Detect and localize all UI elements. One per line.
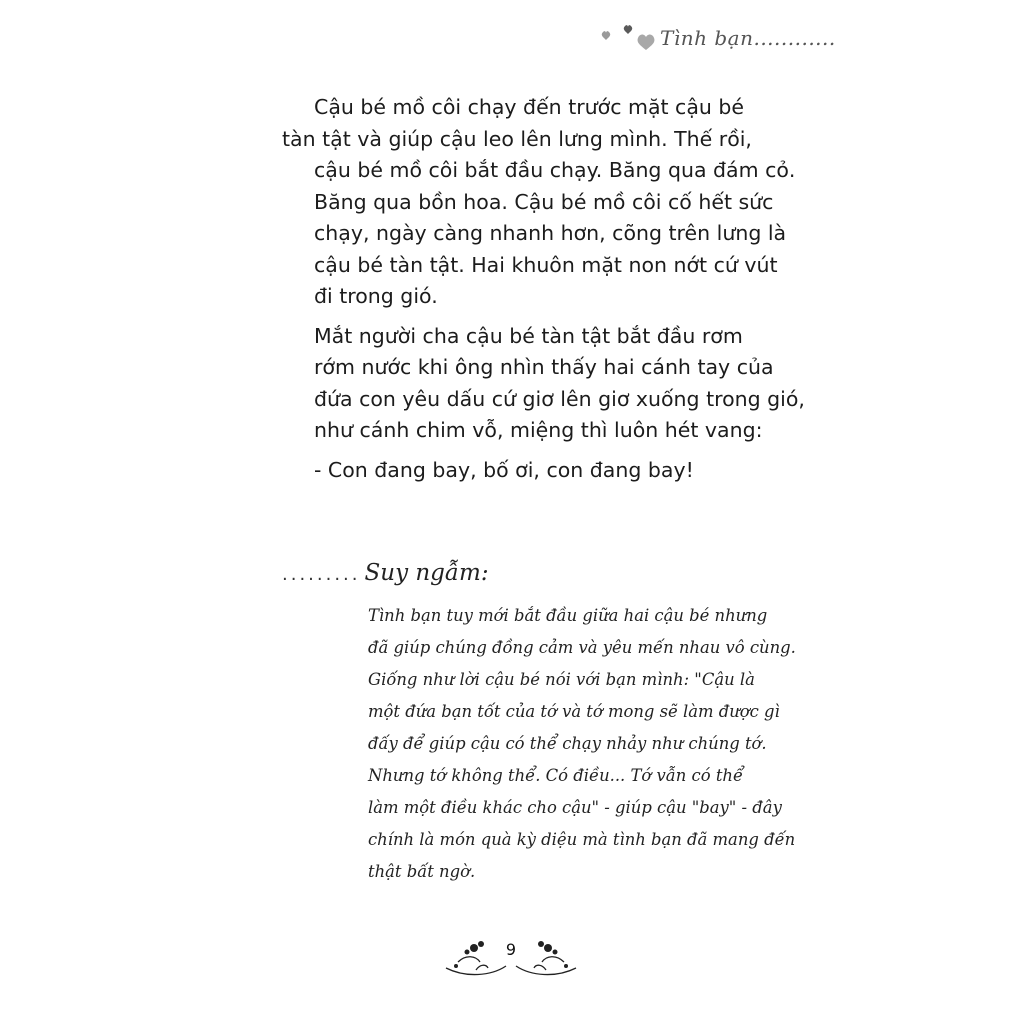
reflection-line: thật bất ngờ.	[368, 862, 476, 881]
text-line: như cánh chim vỗ, miệng thì luôn hét vang:	[314, 418, 763, 442]
heart-icon	[624, 25, 632, 34]
reflection-line: Nhưng tớ không thể. Có điều... Tớ vẫn có thể	[368, 766, 744, 785]
story-paragraph	[282, 92, 796, 313]
header-title: Tình bạn............	[660, 26, 836, 50]
story-text	[282, 92, 805, 494]
reflection-line: làm một điều khác cho cậu" - giúp cậu "bay" - đây	[368, 798, 782, 817]
reflection-line: đã giúp chúng đồng cảm và yêu mến nhau vô cùng.	[368, 638, 796, 657]
heart-icon	[602, 31, 610, 40]
reflection-heading	[282, 560, 489, 586]
heart-icon	[638, 34, 655, 50]
reflection-line: chính là món quà kỳ diệu mà tình bạn đã mang đến	[368, 830, 796, 849]
hearts-icon	[598, 18, 660, 54]
text-line: rớm nước khi ông nhìn thấy hai cánh tay của	[314, 355, 774, 379]
reflection-line: Giống như lời cậu bé nói với bạn mình: "Cậu là	[368, 670, 755, 689]
running-header	[598, 18, 838, 58]
text-line: Băng qua bồn hoa. Cậu bé mồ côi cố hết sức	[314, 189, 774, 214]
text-line: cậu bé mồ côi bắt đầu chạy. Băng qua đám cỏ.	[314, 158, 796, 182]
reflection-line: đấy để giúp cậu có thể chạy nhảy như chúng tớ.	[368, 734, 767, 753]
reflection-body	[368, 600, 796, 888]
reflection-line: Tình bạn tuy mới bắt đầu giữa hai cậu bé nhưng	[368, 606, 768, 625]
reflection-title: Suy ngẫm:	[364, 560, 489, 586]
text-line: tàn tật và giúp cậu leo lên lưng mình. Thế rồi,	[282, 126, 752, 151]
page-number: 9	[505, 940, 517, 959]
reflection-line: một đứa bạn tốt của tớ và tớ mong sẽ làm được gì	[368, 702, 780, 721]
text-line: cậu bé tàn tật. Hai khuôn mặt non nớt cứ vút	[314, 252, 778, 277]
text-line: Cậu bé mồ côi chạy đến trước mặt cậu bé	[314, 95, 745, 119]
text-line: đi trong gió.	[314, 284, 438, 308]
text-line: chạy, ngày càng nhanh hơn, cõng trên lưng là	[314, 221, 787, 245]
page-footer	[436, 932, 596, 992]
text-line: đứa con yêu dấu cứ giơ lên giơ xuống trong gió,	[314, 386, 805, 411]
dialog-line: - Con đang bay, bố ơi, con đang bay!	[314, 457, 694, 482]
leader-dots: .........	[282, 564, 361, 585]
text-line: Mắt người cha cậu bé tàn tật bắt đầu rơm	[314, 323, 743, 348]
story-paragraph	[282, 321, 805, 447]
